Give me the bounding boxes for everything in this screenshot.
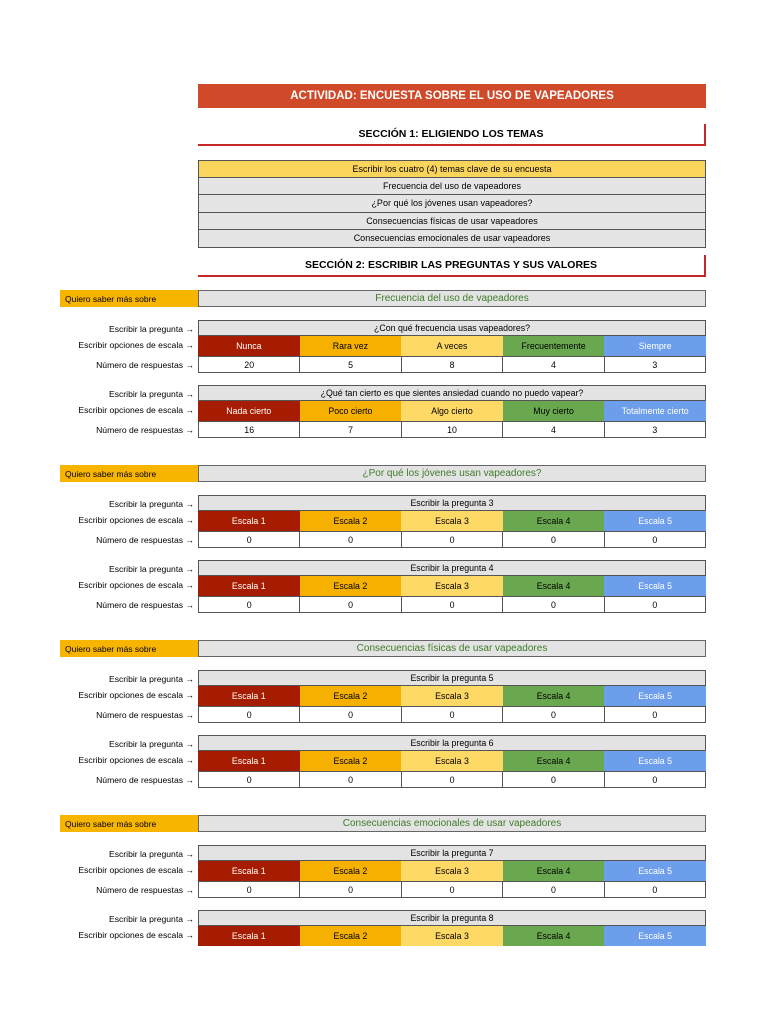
scale-label: Escribir opciones de escala →: [78, 514, 194, 525]
scale-option-2[interactable]: Escala 2: [300, 751, 402, 771]
scale-label: Escribir opciones de escala →: [78, 864, 194, 875]
topic-tag-label: Quiero saber más sobre: [60, 640, 198, 657]
response-count-cell[interactable]: 4: [503, 357, 604, 372]
scale-row: [198, 686, 706, 706]
response-count-cell[interactable]: 7: [300, 422, 401, 437]
response-count-cell[interactable]: 0: [199, 532, 300, 547]
response-count-cell[interactable]: 3: [652, 424, 658, 435]
response-count-cell[interactable]: 10: [402, 422, 503, 437]
scale-option-1[interactable]: Escala 1: [198, 861, 300, 881]
response-count-cell[interactable]: 3: [652, 359, 658, 370]
scale-option-4[interactable]: Escala 4: [503, 576, 605, 596]
topic-list: [198, 160, 706, 248]
response-count-cell[interactable]: 0: [402, 597, 503, 612]
scale-option-5[interactable]: Escala 5: [604, 751, 706, 771]
response-count-row: [198, 596, 706, 613]
scale-option-4[interactable]: Escala 4: [503, 686, 605, 706]
scale-option-2[interactable]: Escala 2: [300, 861, 402, 881]
topic-bar-1[interactable]: Frecuencia del uso de vapeadores: [198, 290, 706, 307]
scale-option-2[interactable]: Escala 2: [300, 576, 402, 596]
scale-option-4[interactable]: Escala 4: [503, 926, 605, 946]
question-label: Escribir la pregunta →: [108, 498, 194, 509]
scale-option-2[interactable]: Escala 2: [300, 926, 402, 946]
question-input[interactable]: Escribir la pregunta 3: [198, 495, 706, 511]
question-label: Escribir la pregunta →: [108, 848, 194, 859]
scale-row: [198, 511, 706, 531]
response-count-cell[interactable]: 0: [652, 709, 658, 720]
scale-option-1[interactable]: Escala 1: [198, 576, 300, 596]
topic-tag-label: Quiero saber más sobre: [60, 465, 198, 482]
question-input[interactable]: Escribir la pregunta 6: [198, 735, 706, 751]
scale-option-1[interactable]: Nunca: [198, 336, 300, 356]
topic-cell-2[interactable]: ¿Por qué los jóvenes usan vapeadores?: [198, 195, 706, 213]
topic-tag-label: Quiero saber más sobre: [60, 290, 198, 307]
response-count-cell[interactable]: 8: [402, 357, 503, 372]
scale-option-2[interactable]: Escala 2: [300, 511, 402, 531]
count-label: Número de respuestas →: [96, 884, 194, 895]
count-label: Número de respuestas →: [96, 359, 194, 370]
scale-option-4[interactable]: Frecuentemente: [503, 336, 605, 356]
count-label: Número de respuestas →: [96, 599, 194, 610]
question-input[interactable]: ¿Qué tan cierto es que sientes ansiedad cuando no puedo vapear?: [198, 385, 706, 401]
response-count-cell[interactable]: 0: [300, 772, 401, 787]
scale-row: [198, 861, 706, 881]
response-count-row: [198, 421, 706, 438]
response-count-cell[interactable]: 0: [300, 707, 401, 722]
topic-bar-3[interactable]: Consecuencias físicas de usar vapeadores: [198, 640, 706, 657]
scale-row: [198, 751, 706, 771]
question-label: Escribir la pregunta →: [108, 323, 194, 334]
scale-option-4[interactable]: Escala 4: [503, 751, 605, 771]
response-count-cell[interactable]: 0: [652, 884, 658, 895]
response-count-cell[interactable]: 0: [402, 532, 503, 547]
question-input[interactable]: Escribir la pregunta 5: [198, 670, 706, 686]
scale-label: Escribir opciones de escala →: [78, 929, 194, 940]
response-count-cell[interactable]: 0: [503, 707, 604, 722]
scale-row: [198, 401, 706, 421]
scale-option-4[interactable]: Escala 4: [503, 861, 605, 881]
scale-option-2[interactable]: Poco cierto: [300, 401, 402, 421]
response-count-cell[interactable]: 0: [300, 532, 401, 547]
question-input[interactable]: ¿Con qué frecuencia usas vapeadores?: [198, 320, 706, 336]
question-label: Escribir la pregunta →: [108, 673, 194, 684]
question-label: Escribir la pregunta →: [108, 563, 194, 574]
topic-cell-3[interactable]: Consecuencias físicas de usar vapeadores: [198, 213, 706, 231]
response-count-cell[interactable]: 0: [652, 774, 658, 785]
question-input[interactable]: Escribir la pregunta 7: [198, 845, 706, 861]
section-2-heading: SECCIÓN 2: ESCRIBIR LAS PREGUNTAS Y SUS VALORES: [198, 255, 706, 277]
response-count-cell[interactable]: 0: [199, 707, 300, 722]
scale-option-4[interactable]: Muy cierto: [503, 401, 605, 421]
question-label: Escribir la pregunta →: [108, 913, 194, 924]
section-1-heading: SECCIÓN 1: ELIGIENDO LOS TEMAS: [198, 124, 706, 146]
topic-bar-4[interactable]: Consecuencias emocionales de usar vapeadores: [198, 815, 706, 832]
response-count-row: [198, 531, 706, 548]
scale-option-5[interactable]: Escala 5: [604, 861, 706, 881]
response-count-cell[interactable]: 0: [402, 772, 503, 787]
topic-cell-4[interactable]: Consecuencias emocionales de usar vapeadores: [198, 230, 706, 248]
response-count-cell[interactable]: 0: [199, 597, 300, 612]
scale-option-2[interactable]: Escala 2: [300, 686, 402, 706]
scale-option-3[interactable]: Algo cierto: [401, 401, 503, 421]
response-count-cell[interactable]: 0: [300, 597, 401, 612]
scale-option-3[interactable]: Escala 3: [401, 511, 503, 531]
question-label: Escribir la pregunta →: [108, 738, 194, 749]
scale-option-3[interactable]: A veces: [401, 336, 503, 356]
count-label: Número de respuestas →: [96, 424, 194, 435]
scale-label: Escribir opciones de escala →: [78, 754, 194, 765]
response-count-cell[interactable]: 4: [503, 422, 604, 437]
response-count-cell[interactable]: 0: [503, 597, 604, 612]
topic-tag-label: Quiero saber más sobre: [60, 815, 198, 832]
scale-label: Escribir opciones de escala →: [78, 339, 194, 350]
scale-option-4[interactable]: Escala 4: [503, 511, 605, 531]
scale-option-3[interactable]: Escala 3: [401, 576, 503, 596]
scale-option-1[interactable]: Escala 1: [198, 686, 300, 706]
scale-label: Escribir opciones de escala →: [78, 404, 194, 415]
response-count-cell[interactable]: 5: [300, 357, 401, 372]
scale-option-5[interactable]: Escala 5: [604, 576, 706, 596]
response-count-cell[interactable]: 16: [199, 422, 300, 437]
topic-cell-1[interactable]: Frecuencia del uso de vapeadores: [198, 178, 706, 196]
scale-option-1[interactable]: Escala 1: [198, 926, 300, 946]
response-count-cell[interactable]: 0: [503, 532, 604, 547]
question-label: Escribir la pregunta →: [108, 388, 194, 399]
response-count-cell[interactable]: 0: [652, 534, 658, 545]
topic-bar-2[interactable]: ¿Por qué los jóvenes usan vapeadores?: [198, 465, 706, 482]
scale-option-3[interactable]: Escala 3: [401, 751, 503, 771]
scale-row: [198, 576, 706, 596]
scale-option-3[interactable]: Escala 3: [401, 926, 503, 946]
scale-option-5[interactable]: Totalmente cierto: [604, 401, 706, 421]
response-count-row: [198, 706, 706, 723]
scale-label: Escribir opciones de escala →: [78, 579, 194, 590]
response-count-cell[interactable]: 0: [503, 772, 604, 787]
response-count-cell[interactable]: 0: [402, 882, 503, 897]
response-count-cell[interactable]: 0: [652, 599, 658, 610]
count-label: Número de respuestas →: [96, 774, 194, 785]
response-count-cell[interactable]: 20: [199, 357, 300, 372]
scale-row: [198, 926, 706, 946]
scale-option-1[interactable]: Escala 1: [198, 511, 300, 531]
question-input[interactable]: Escribir la pregunta 8: [198, 910, 706, 926]
response-count-cell[interactable]: 0: [300, 882, 401, 897]
response-count-cell[interactable]: 0: [402, 707, 503, 722]
scale-option-5[interactable]: Escala 5: [604, 511, 706, 531]
page-title: ACTIVIDAD: ENCUESTA SOBRE EL USO DE VAPEADORES: [198, 84, 706, 108]
scale-option-1[interactable]: Escala 1: [198, 751, 300, 771]
scale-label: Escribir opciones de escala →: [78, 689, 194, 700]
scale-option-5[interactable]: Escala 5: [604, 926, 706, 946]
count-label: Número de respuestas →: [96, 534, 194, 545]
scale-option-5[interactable]: Escala 5: [604, 686, 706, 706]
scale-option-3[interactable]: Escala 3: [401, 861, 503, 881]
count-label: Número de respuestas →: [96, 709, 194, 720]
scale-option-3[interactable]: Escala 3: [401, 686, 503, 706]
topic-instruction: Escribir los cuatro (4) temas clave de su encuesta: [198, 160, 706, 178]
scale-option-2[interactable]: Rara vez: [300, 336, 402, 356]
response-count-row: [198, 881, 706, 898]
response-count-row: [198, 771, 706, 788]
question-input[interactable]: Escribir la pregunta 4: [198, 560, 706, 576]
response-count-row: [198, 356, 706, 373]
response-count-cell[interactable]: 0: [199, 772, 300, 787]
scale-option-1[interactable]: Nada cierto: [198, 401, 300, 421]
scale-row: [198, 336, 706, 356]
scale-option-5[interactable]: Siempre: [604, 336, 706, 356]
response-count-cell[interactable]: 0: [199, 882, 300, 897]
response-count-cell[interactable]: 0: [503, 882, 604, 897]
